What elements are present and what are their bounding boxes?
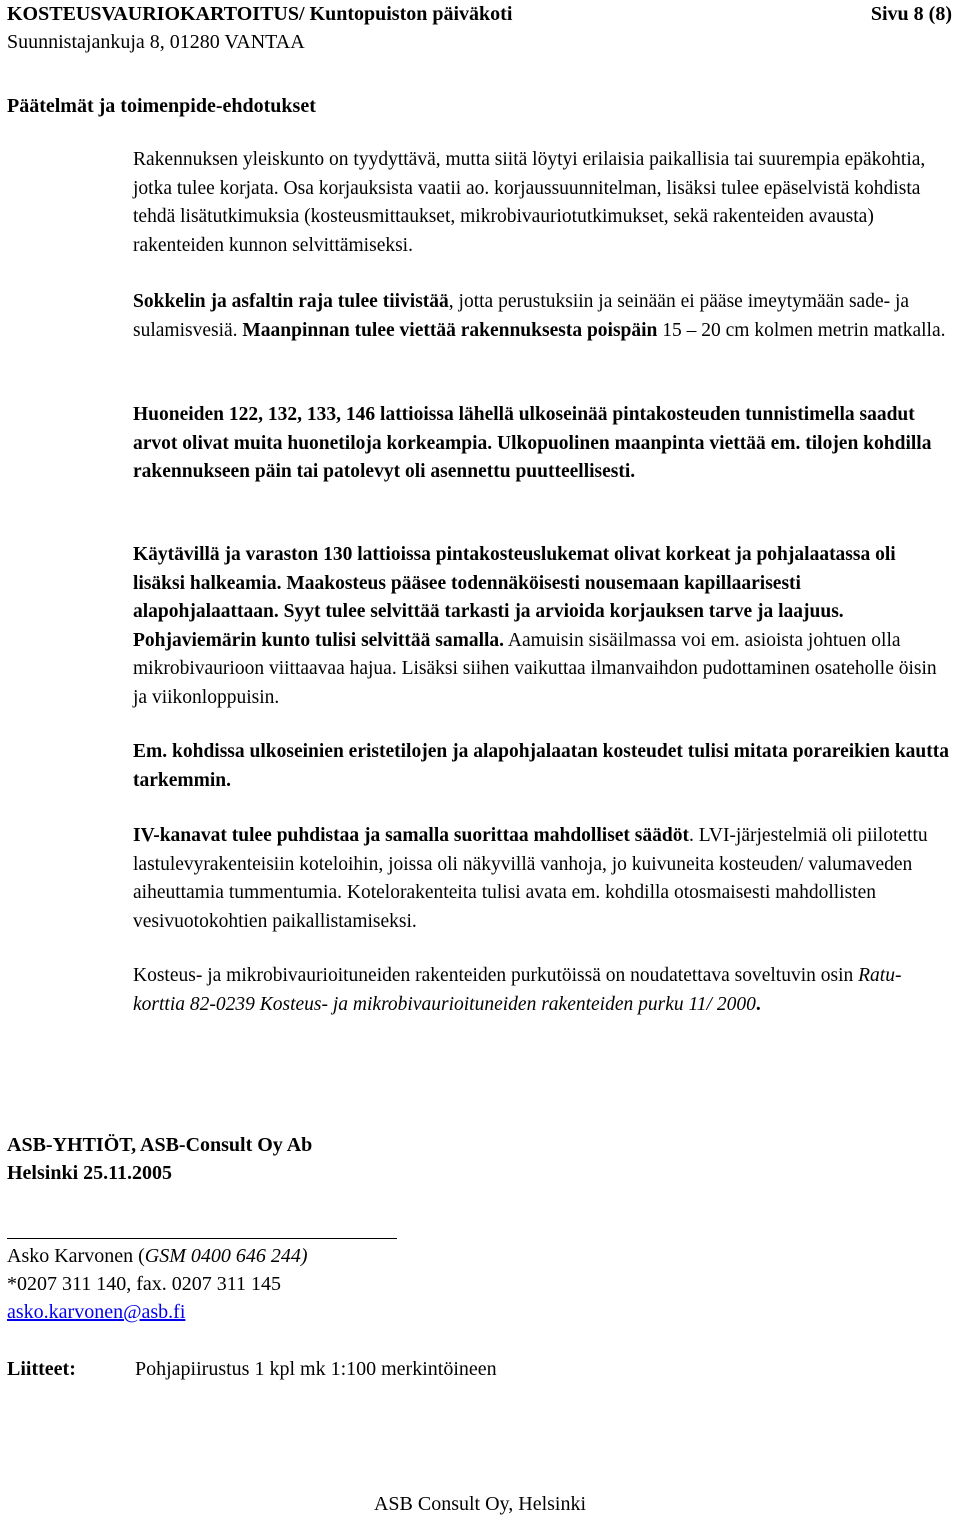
paragraph-measurements — [133, 738, 951, 795]
page-label: Sivu 8 (8) — [870, 3, 952, 25]
paragraph-plinth — [133, 288, 951, 345]
section-title: Päätelmät ja toimenpide-ehdotukset — [7, 95, 316, 117]
paragraph-text: Rakennuksen yleiskunto on tyydyttävä, mutta siitä löytyi erilaisia paikallisia tai suurempia epäkohtia, jotka tulee korjata. Osa korjauksista vaatii ao. korjaussuunnitelman, lisäksi tulee epäselvistä kohdista tehdä lisätutkimuksia (kosteusmittaukset, mikrobivauriotutkimukset, sekä rakenteiden avausta) rakenteiden kunnon selvittämiseksi. — [133, 149, 926, 256]
paragraph-italic-reference: Ratu-korttia 82-0239 Kosteus- ja mikrobivaurioituneiden rakenteiden purku 11/ 2000 — [133, 965, 902, 1015]
paragraph-end: . — [755, 993, 761, 1015]
paragraph-bold: Sokkelin ja asfaltin raja tulee tiivistää — [133, 291, 449, 312]
signature-date: Helsinki 25.11.2005 — [7, 1162, 173, 1184]
signature-company: ASB-YHTIÖT, ASB-Consult Oy Ab — [7, 1134, 313, 1156]
paragraph-text: Aamuisin sisäilmassa voi em. asioista johtuen olla mikrobivaurioon viittaavaa hajua. Lisäksi siihen vaikuttaa ilmanvaihdon pudottaminen osateholle öisin ja viikonloppuisin. — [133, 629, 937, 708]
paragraph-bold: Käytävillä ja varaston 130 lattioissa pintakosteuslukemat olivat korkeat ja pohjalaatassa oli lisäksi halkeamia. Maakosteus pääsee todennäköisesti nousemaan kapillaarisesti alapohjalaattaan. Syyt tulee selvittää tarkasti ja arvioida korjauksen tarve ja laajuus. Pohjaviemärin kunto tulisi selvittää samalla. — [133, 544, 896, 651]
header-address: Suunnistajankuja 8, 01280 VANTAA — [7, 31, 305, 53]
page-number — [871, 0, 952, 28]
signature-name — [7, 1242, 308, 1270]
paragraph-demolition — [133, 962, 951, 1019]
paragraph-text: Kosteus- ja mikrobivaurioituneiden rakenteiden purkutöissä on noudatettava soveltuvin osin — [133, 965, 859, 986]
paragraph-rooms-moisture — [133, 401, 951, 487]
paragraph-bold: Huoneiden 122, 132, 133, 146 lattioissa lähellä ulkoseinää pintakosteuden tunnistimella saadut arvot olivat muita huonetiloja korkeampia. Ulkopuolinen maanpinta viettää em. tilojen kohdilla rakennukseen päin tai patolevyt oli asennettu puutteellisesti. — [133, 404, 932, 483]
signer-gsm: GSM 0400 646 244) — [144, 1245, 308, 1267]
paragraph-bold: Em. kohdissa ulkoseinien eristetilojen ja alapohjalaatan kosteudet tulisi mitata porareikien kautta tarkemmin. — [133, 741, 949, 791]
paragraph-overall-condition — [133, 146, 951, 260]
paragraph-bold: IV-kanavat tulee puhdistaa ja samalla suorittaa mahdolliset säädöt — [133, 825, 689, 846]
document-header — [7, 0, 512, 56]
signature-line — [7, 1238, 397, 1239]
paragraph-ventilation — [133, 822, 951, 936]
attachments-label: Liitteet: — [7, 1358, 76, 1380]
signer-name: Asko Karvonen ( — [7, 1245, 145, 1267]
paragraph-bold: Maanpinnan tulee viettää rakennuksesta poispäin — [242, 319, 658, 341]
header-title: KOSTEUSVAURIOKARTOITUS/ Kuntopuiston päiväkoti — [7, 3, 513, 25]
paragraph-corridors — [133, 541, 951, 713]
paragraph-text: 15 – 20 cm kolmen metrin matkalla. — [657, 319, 946, 341]
paragraph-text: , jotta perustuksiin ja seinään ei pääse imeytymään sade- ja sulamisvesiä. — [133, 291, 910, 341]
signature-phone: *0207 311 140, fax. 0207 311 145 — [7, 1273, 282, 1295]
paragraph-text: . LVI-järjestelmiä oli piilotettu lastulevyrakenteisiin koteloihin, joissa oli näkyvillä vanhoja, jo kuivuneita kosteuden/ valumaveden aiheuttamia tummentumia. Kotelorakenteita tulisi avata em. kohdilla otosmaisesti mahdollisten vesivuotokohtien paikallistamiseksi. — [133, 825, 928, 932]
page-footer: ASB Consult Oy, Helsinki — [373, 1493, 587, 1515]
attachments-value: Pohjapiirustus 1 kpl mk 1:100 merkintöineen — [135, 1358, 497, 1380]
signature-email-link[interactable]: asko.karvonen@asb.fi — [7, 1301, 186, 1323]
